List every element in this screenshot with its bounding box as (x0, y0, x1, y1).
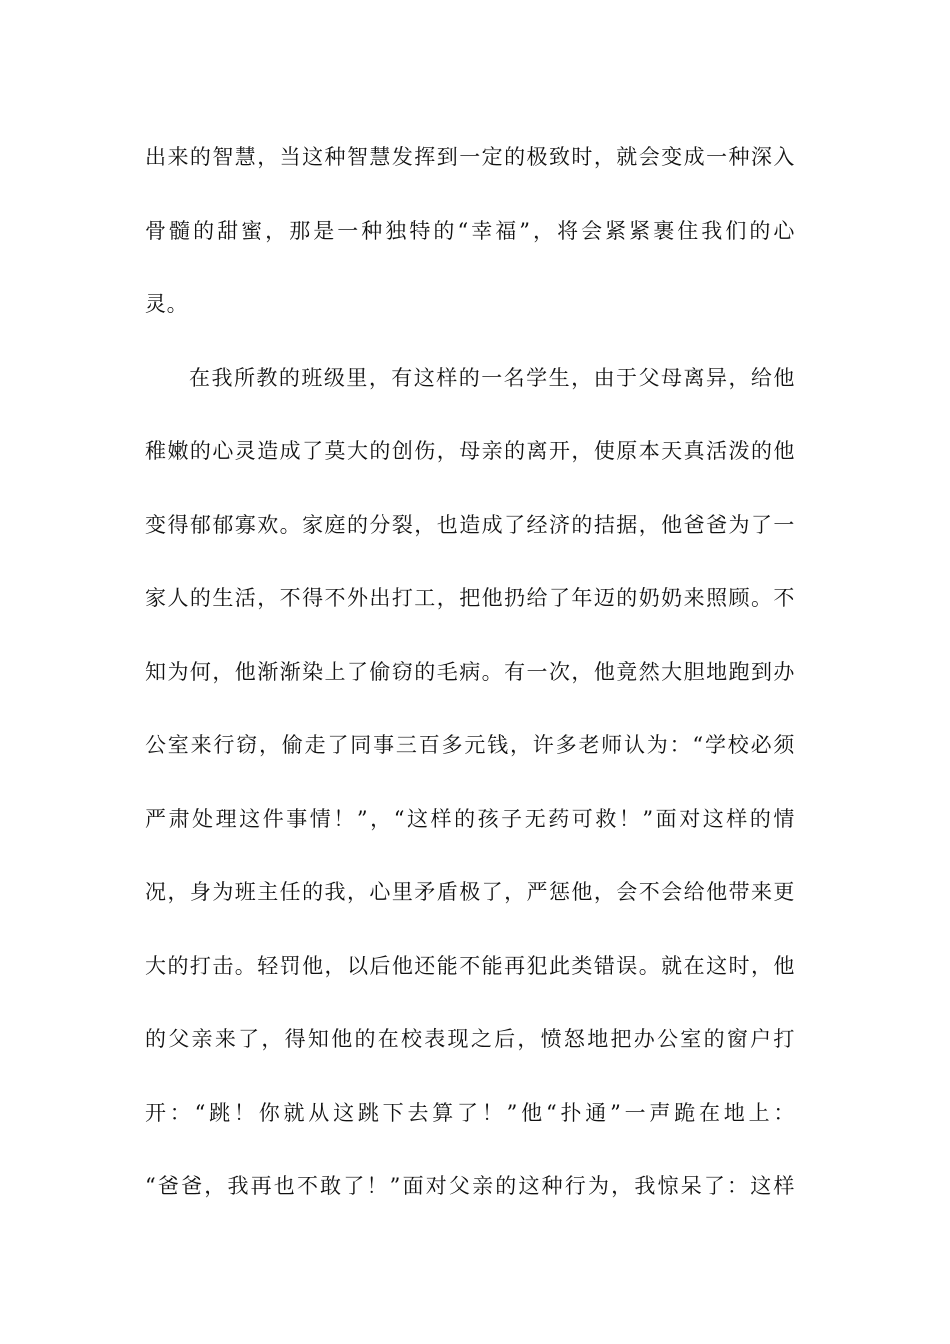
text-line: 灵。 (145, 292, 189, 316)
text-line: 家人的生活，不得不外出打工，把他扔给了年迈的奶奶来照顾。不 (145, 586, 795, 610)
text-line: 况，身为班主任的我，心里矛盾极了，严惩他，会不会给他带来更 (145, 880, 795, 904)
text-line: 知为何，他渐渐染上了偷窃的毛病。有一次，他竟然大胆地跑到办 (145, 659, 795, 684)
text-line: 变得郁郁寡欢。家庭的分裂，也造成了经济的拮据，他爸爸为了一 (145, 512, 795, 537)
text-line: 严肃处理这件事情！”，“这样的孩子无药可救！”面对这样的情 (145, 806, 795, 831)
text-line: 骨髓的甜蜜，那是一种独特的“幸福”，将会紧紧裹住我们的心 (145, 218, 795, 243)
text-line: “爸爸，我再也不敢了！”面对父亲的这种行为，我惊呆了：这样 (145, 1174, 795, 1198)
text-line: 的父亲来了，得知他的在校表现之后，愤怒地把办公室的窗户打 (145, 1027, 795, 1051)
text-line: 开：“跳！你就从这跳下去算了！”他“扑通”一声跪在地上： (145, 1100, 795, 1125)
body-text (145, 132, 795, 1235)
text-line: 稚嫩的心灵造成了莫大的创伤，母亲的离开，使原本天真活泼的他 (145, 439, 795, 463)
text-line: 大的打击。轻罚他，以后他还能不能再犯此类错误。就在这时，他 (145, 953, 795, 978)
text-line: 出来的智慧，当这种智慧发挥到一定的极致时，就会变成一种深入 (145, 145, 795, 169)
text-line: 公室来行窃，偷走了同事三百多元钱，许多老师认为：“学校必须 (145, 733, 795, 757)
paragraph-start-line: 在我所教的班级里，有这样的一名学生，由于父母离异，给他 (189, 365, 795, 390)
